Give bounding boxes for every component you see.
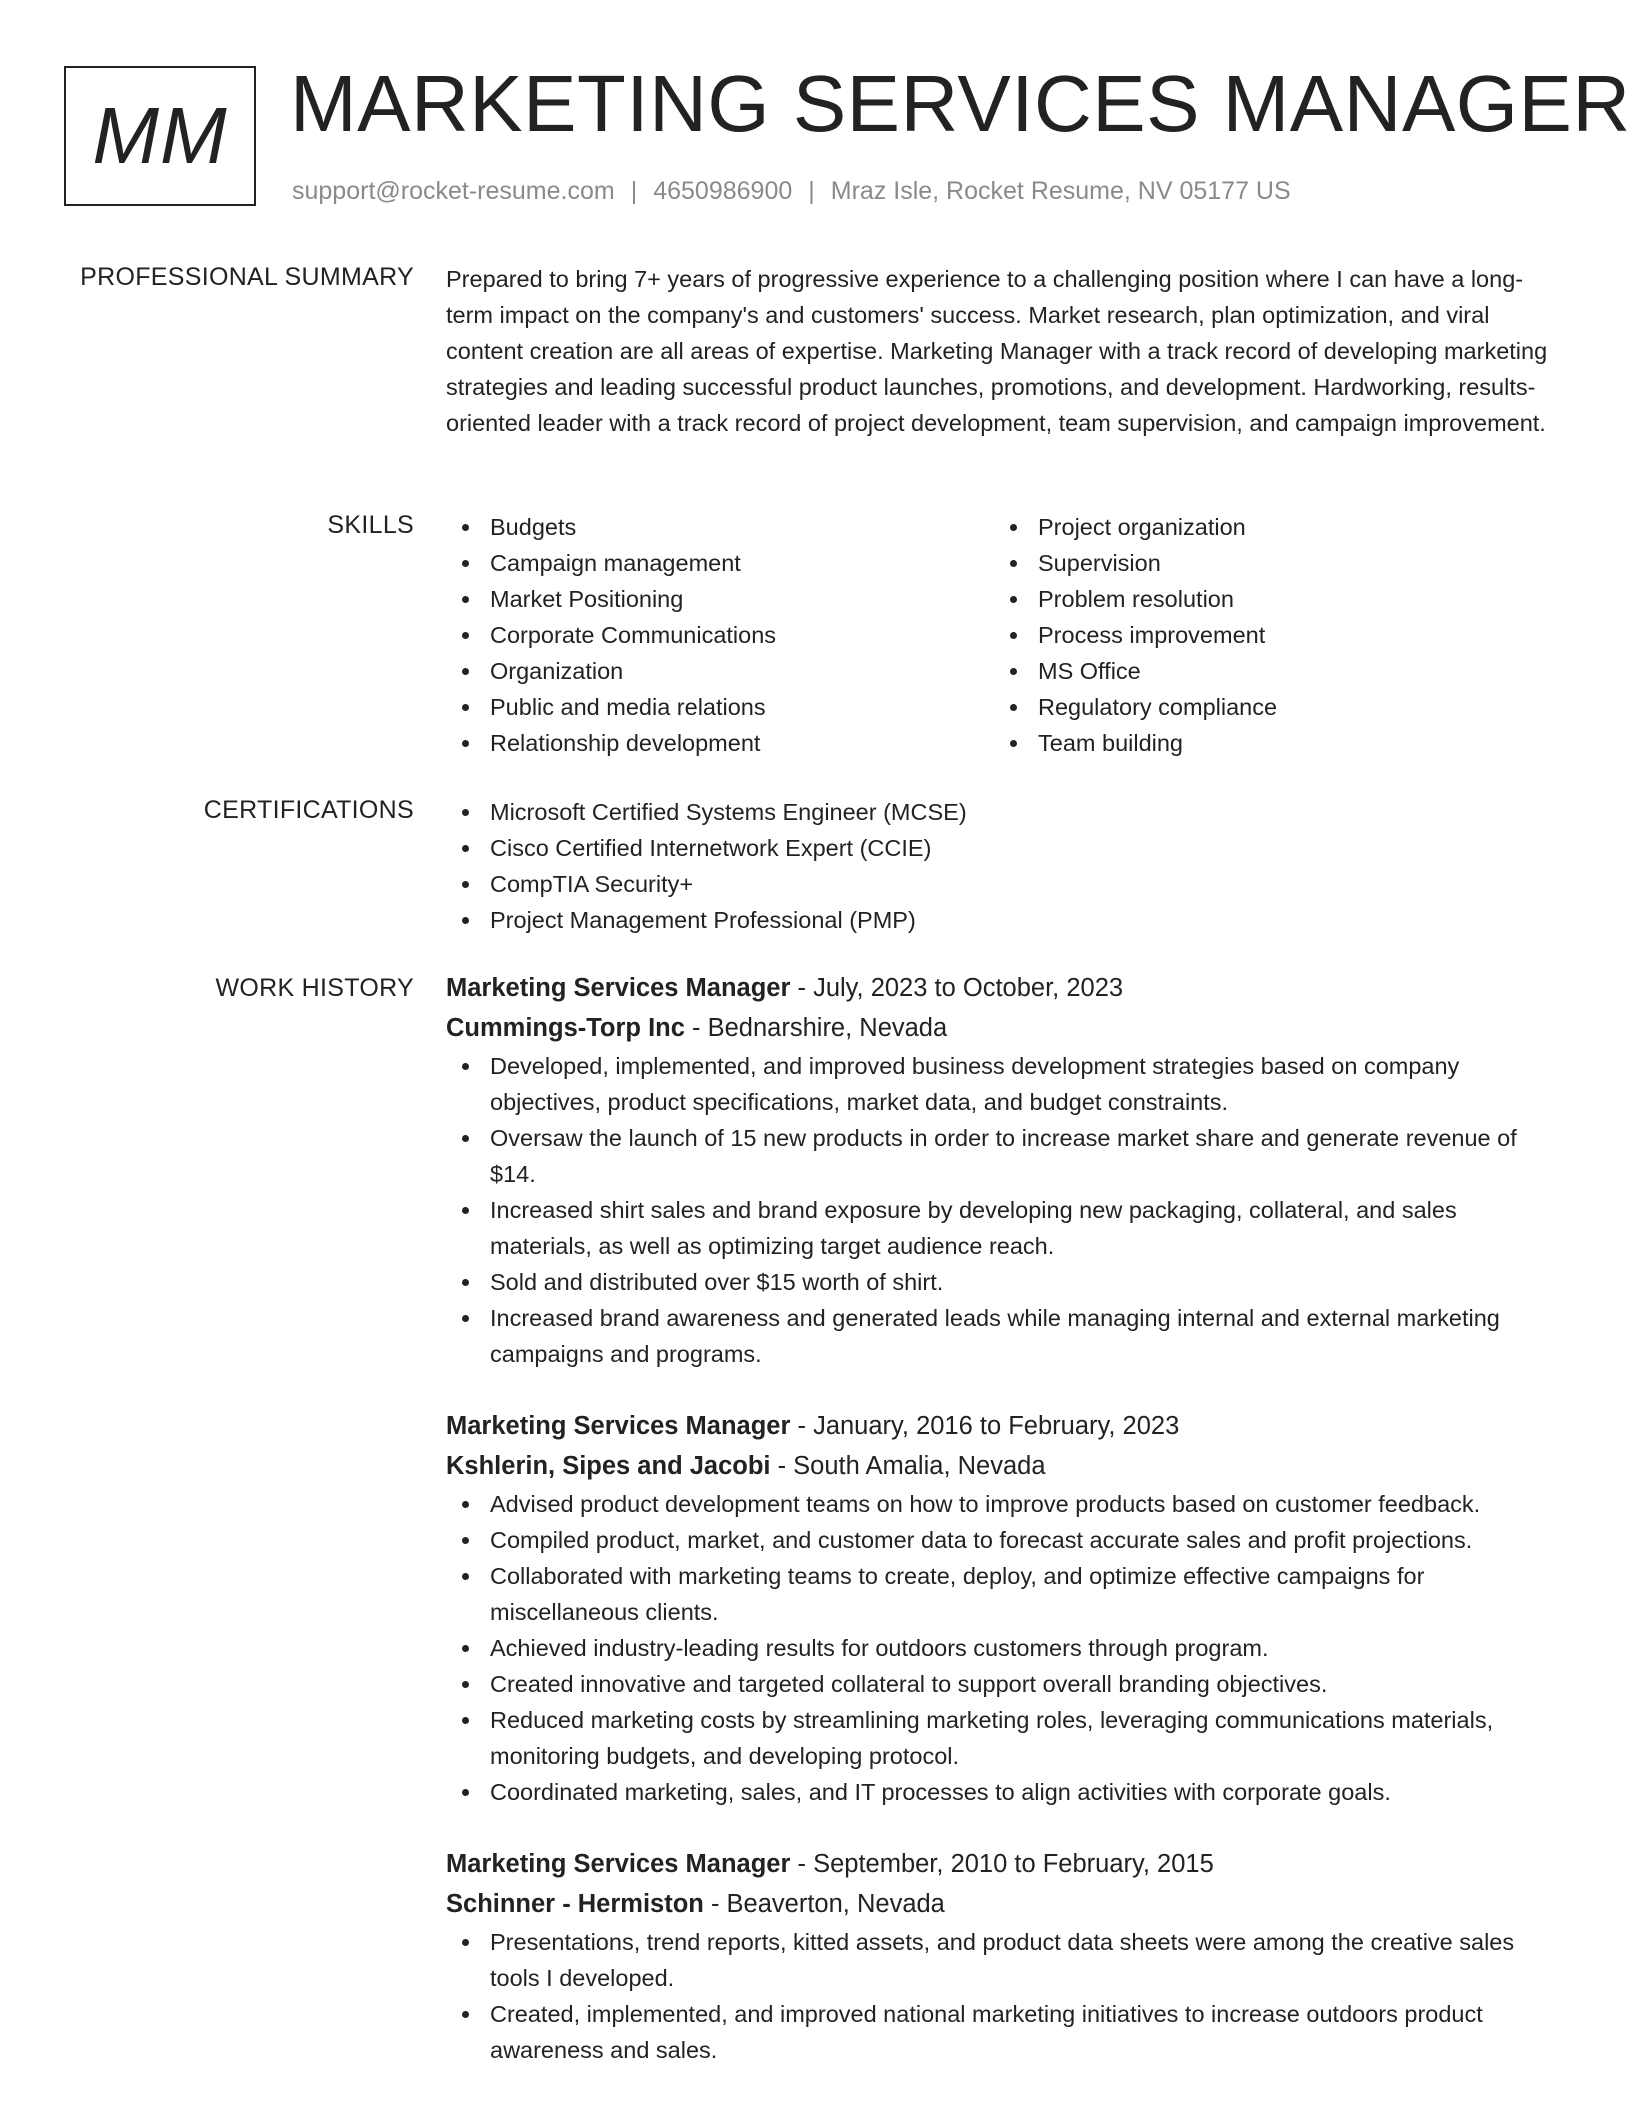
monogram-logo: MM — [64, 66, 256, 206]
job-location: - Bednarshire, Nevada — [684, 1014, 948, 1042]
skills-heading: SKILLS — [327, 511, 414, 539]
job-entry — [446, 968, 1556, 1372]
job-duties-list — [446, 1048, 1556, 1372]
skill-item: Relationship development — [446, 725, 994, 761]
contact-email: support@rocket-resume.com — [292, 177, 615, 205]
job-duty-item: Collaborated with marketing teams to create, deploy, and optimize effective campaigns for miscellaneous clients. — [446, 1558, 1556, 1630]
job-duty-item: Sold and distributed over $15 worth of shirt. — [446, 1264, 1556, 1300]
job-duty-item: Advised product development teams on how to improve products based on customer feedback. — [446, 1486, 1556, 1522]
certification-item: Project Management Professional (PMP) — [446, 902, 1556, 938]
skill-item: MS Office — [994, 653, 1542, 689]
summary-heading: PROFESSIONAL SUMMARY — [80, 263, 414, 291]
skill-item: Public and media relations — [446, 689, 994, 725]
job-title-line — [446, 1406, 1556, 1446]
certification-item: Microsoft Certified Systems Engineer (MCSE) — [446, 794, 1556, 830]
skills-list-left — [446, 509, 994, 761]
job-duty-item: Reduced marketing costs by streamlining marketing roles, leveraging communications materials, monitoring budgets, and developing protocol. — [446, 1702, 1556, 1774]
job-duty-item: Presentations, trend reports, kitted assets, and product data sheets were among the creative sales tools I developed. — [446, 1924, 1556, 1996]
skill-item: Organization — [446, 653, 994, 689]
skill-item: Process improvement — [994, 617, 1542, 653]
work-history-heading: WORK HISTORY — [215, 974, 414, 1002]
job-entry — [446, 1844, 1556, 2068]
work-history-body — [446, 968, 1556, 2102]
contact-address: Mraz Isle, Rocket Resume, NV 05177 US — [830, 177, 1291, 205]
job-title: Marketing Services Manager — [446, 1850, 791, 1878]
job-title-line — [446, 1844, 1556, 1884]
job-duty-item: Created innovative and targeted collateral to support overall branding objectives. — [446, 1666, 1556, 1702]
job-duty-item: Compiled product, market, and customer data to forecast accurate sales and profit projections. — [446, 1522, 1556, 1558]
resume-name-title: MARKETING SERVICES MANAGER — [290, 59, 1631, 148]
contact-line — [292, 176, 1291, 206]
job-title: Marketing Services Manager — [446, 974, 791, 1002]
summary-text: Prepared to bring 7+ years of progressive experience to a challenging position where I can have a long-term impact on the company's and customers' success. Market research, plan optimization, and viral content creation are all areas of expertise. Marketing Manager with a track record of developing marketing strategies and leading successful product launches, promotions, and development. Hardworking, results-oriented leader with a track record of project development, team supervision, and campaign improvement. — [446, 266, 1548, 436]
job-title: Marketing Services Manager — [446, 1412, 791, 1440]
job-duties-list — [446, 1486, 1556, 1810]
contact-separator: | — [630, 177, 638, 205]
summary-body — [446, 261, 1556, 441]
skill-item: Market Positioning — [446, 581, 994, 617]
job-company-line — [446, 1008, 1556, 1048]
certifications-list — [446, 794, 1556, 938]
job-dates: - September, 2010 to February, 2015 — [790, 1850, 1214, 1878]
skill-item: Corporate Communications — [446, 617, 994, 653]
skill-item: Regulatory compliance — [994, 689, 1542, 725]
job-dates: - January, 2016 to February, 2023 — [790, 1412, 1180, 1440]
job-location: - South Amalia, Nevada — [770, 1452, 1046, 1480]
job-duty-item: Oversaw the launch of 15 new products in order to increase market share and generate revenue of $14. — [446, 1120, 1556, 1192]
contact-phone: 4650986900 — [653, 177, 793, 205]
job-company: Kshlerin, Sipes and Jacobi — [446, 1452, 771, 1480]
job-entry — [446, 1406, 1556, 1810]
job-duty-item: Created, implemented, and improved national marketing initiatives to increase outdoors product awareness and sales. — [446, 1996, 1556, 2068]
job-duty-item: Increased brand awareness and generated leads while managing internal and external marketing campaigns and programs. — [446, 1300, 1556, 1372]
job-dates: - July, 2023 to October, 2023 — [790, 974, 1124, 1002]
skill-item: Budgets — [446, 509, 994, 545]
certification-item: Cisco Certified Internetwork Expert (CCIE) — [446, 830, 1556, 866]
job-duties-list — [446, 1924, 1556, 2068]
skill-item: Project organization — [994, 509, 1542, 545]
skill-item: Campaign management — [446, 545, 994, 581]
job-location: - Beaverton, Nevada — [703, 1890, 945, 1918]
skill-item: Problem resolution — [994, 581, 1542, 617]
skills-body — [446, 509, 1556, 761]
job-duty-item: Coordinated marketing, sales, and IT processes to align activities with corporate goals. — [446, 1774, 1556, 1810]
contact-separator: | — [808, 177, 815, 205]
job-company: Cummings-Torp Inc — [446, 1014, 685, 1042]
skills-list-right — [994, 509, 1542, 761]
job-duty-item: Developed, implemented, and improved business development strategies based on company objectives, product specifications, market data, and budget constraints. — [446, 1048, 1556, 1120]
job-company-line — [446, 1884, 1556, 1924]
job-company: Schinner - Hermiston — [446, 1890, 704, 1918]
job-title-line — [446, 968, 1556, 1008]
skill-item: Team building — [994, 725, 1542, 761]
skill-item: Supervision — [994, 545, 1542, 581]
job-duty-item: Achieved industry-leading results for outdoors customers through program. — [446, 1630, 1556, 1666]
job-company-line — [446, 1446, 1556, 1486]
certification-item: CompTIA Security+ — [446, 866, 1556, 902]
job-duty-item: Increased shirt sales and brand exposure by developing new packaging, collateral, and sales materials, as well as optimizing target audience reach. — [446, 1192, 1556, 1264]
certifications-body — [446, 794, 1556, 938]
certifications-heading: CERTIFICATIONS — [203, 796, 414, 824]
